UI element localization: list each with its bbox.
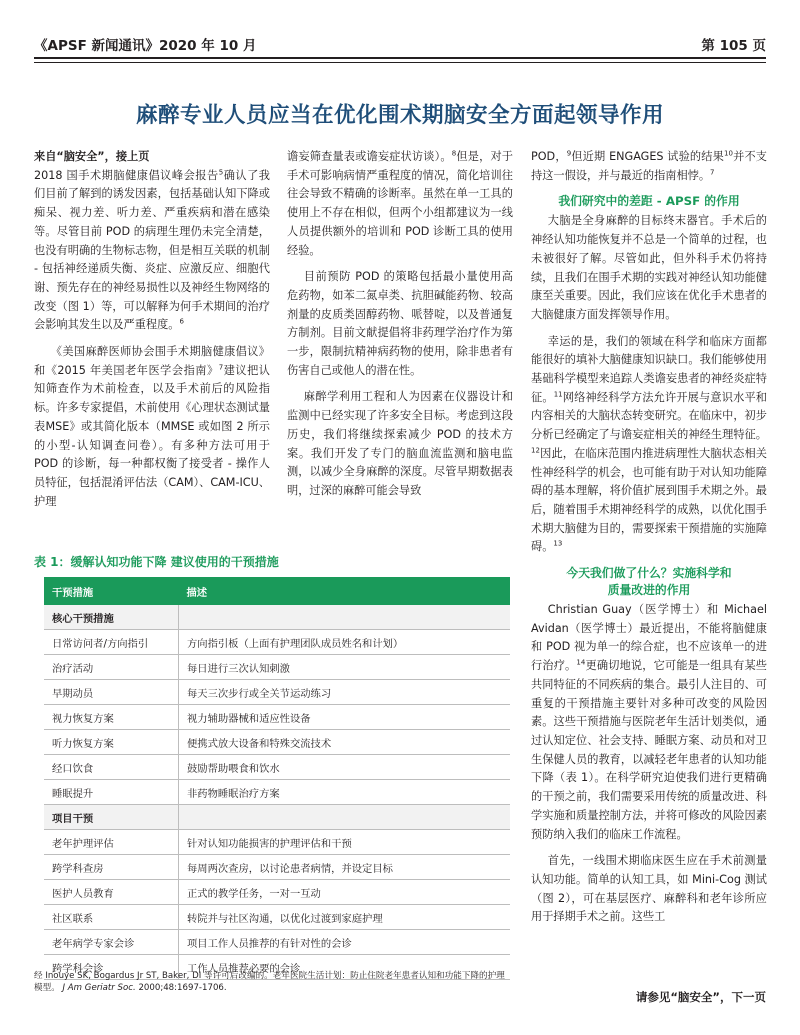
interventions-table [44,577,510,980]
text-run: 但是，对于手术可影响病情严重程度的情况，简化培训往往会导致不精确的诊断率。虽然在单一工具的使用上不存在相似，但两个小组都建议为一线人员提供额外的培训和 POD 诊断工具的使用经验。 [287,150,513,257]
intervention-cell: 老年病学专家会诊 [44,930,179,955]
description-cell: 针对认知功能损害的护理评估和干预 [179,830,511,855]
table-title: 表 1：缓解认知功能下降 建议使用的干预措施 [34,555,279,569]
newsletter-issue: 《APSF 新闻通讯》2020 年 10 月 [34,38,257,54]
intervention-cell: 老年护理评估 [44,830,179,855]
text-run: 确认了我们目前了解到的诱发因素，包括基础认知下降或痴呆、视力差、听力差、严重疾病和潜在感染等。尽管目前 POD 的病理生理仍未完全清楚，也没有明确的生物标志物，但是相互关联的机制 - 包括神经递质失衡、炎症、应激反应、细胞代谢、预先存在的神经易损性以及神经生物网络的改变（图 1）等，可以解释为何手术期间的治疗会影响其发生以及严重程度。 [34,168,270,332]
paragraph: 大脑是全身麻醉的目标终末器官。手术后的神经认知功能恢复并不总是一个简单的过程，也未被很好了解。尽管如此，但外科手术仍将持续，且我们在围手术期的实践对神经认知功能健康至关重要。因此，我们应该在优化手术患者的大脑健康方面发挥领导作用。 [531,214,767,321]
citation: 13 [553,539,563,548]
footnote-text: 经 Inouye SK, Bogardus Jr ST, Baker, DI 等许可后改编的。老年医院生活计划：防止住院老年患者认知和功能下降的护理模型。 [34,971,505,993]
citation: 8 [451,149,457,158]
table-footnote [34,970,512,994]
header-rule-top [34,57,766,59]
heading-line: 今天我们做了什么？实施科学和 [566,566,732,581]
paragraph [34,343,270,511]
section-heading: 我们研究中的差距 - APSF 的作用 [558,194,740,209]
citation: 7 [710,167,715,176]
intervention-cell: 睡眠提升 [44,780,179,805]
table-row [44,655,510,680]
description-cell: 工作人员推荐必要的会诊 [179,955,511,980]
table-section-row [44,805,510,830]
continued-on-next-page: 请参见“脑安全”，下一页 [635,990,766,1004]
text-run: 2018 国手术期脑健康倡议峰会报告 [34,168,219,182]
text-run: 建议把认知筛查作为术前检查，以及手术前后的风险指标。许多专家提倡，术前使用《心理状态测试量表MSE》或其简化版本（MMSE 或如图 2 所示的小型-认知调查问卷）。有多种方法可用于 POD 的诊断，每一种都权衡了接受者 - 操作人员特征，包括混淆评估法（CAM）、CAM-ICU、护理 [34,363,270,508]
intervention-cell: 医护人员教育 [44,880,179,905]
intervention-cell: 跨学科会诊 [44,955,179,980]
text-run: 更确切地说，它可能是一组具有某些共同特征的不同疾病的集合。最引人注目的、可重复的干预措施主要针对多种可改变的风险因素。这些干预措施与医院老年生活计划类似，通过认知定位、社会支持、睡眠方案、动员和对卫生保健人员的教育，以减轻老年患者的认知功能下降（表 1）。在科学研究迫使我们进行更精确的干预之前，我们需要采用传统的质量改进、科学实施和质量控制方法，并将可修改的风险因素预防纳入我们的临床工作流程。 [531,659,767,841]
citation: 9 [566,149,572,158]
column-header: 干预措施 [44,577,179,605]
header-rule-bottom [34,62,766,63]
citation: 12 [531,446,540,455]
paragraph [531,601,767,844]
table-row [44,630,510,655]
table-row [44,880,510,905]
description-cell: 视力辅助器械和适应性设备 [179,705,511,730]
section-heading [531,565,767,599]
text-run: Christian Guay（医学博士）和 Michael Avidan（医学博士）最近提出，不能将脑健康和 POD 视为单一的综合症，也不应该单一的进行治疗。 [531,603,767,673]
section-spacer [179,605,511,630]
table-section-row [44,605,510,630]
citation: 6 [179,317,184,326]
table-row [44,930,510,955]
table-header-row [44,577,510,605]
heading-line: 质量改进的作用 [607,583,691,598]
description-cell: 每周两次查房，以讨论患者病情，并设定目标 [179,855,511,880]
description-cell: 非药物睡眠治疗方案 [179,780,511,805]
text-run: 幸运的是，我们的领域在科学和临床方面都能很好的填补大脑健康知识缺口。我们能够使用基础科学模型来追踪人类谵妄患者的神经炎症特征。 [531,334,767,404]
intervention-cell: 听力恢复方案 [44,730,179,755]
intervention-cell: 经口饮食 [44,755,179,780]
intervention-cell: 日常访问者/方向指引 [44,630,179,655]
intervention-cell: 治疗活动 [44,655,179,680]
table-row [44,705,510,730]
description-cell: 每日进行三次认知刺激 [179,655,511,680]
footnote-citation: 2000;48:1697-1706. [138,983,227,993]
text-run: 网络神经科学方法允许开展与意识水平和内容相关的大脑状态转变研究。在临床中，初步分析已经确定了与谵妄症相关的神经生理特征。 [531,390,767,442]
text-run: 《美国麻醉医师协会围手术期脑健康倡议》和《2015 年美国老年医学会指南》 [34,345,270,377]
text-run: 并不支持这一假设，并与最近的指南相悖。 [531,150,767,182]
description-cell: 项目工作人员推荐的有针对性的会诊 [179,930,511,955]
text-run: 谵妄筛查量表或谵妄症状访谈）。 [287,150,452,163]
footnote-journal: J Am Geriatr Soc. [62,983,136,993]
paragraph [531,333,767,557]
table-row [44,905,510,930]
table-body [44,605,510,980]
paragraph [287,148,513,260]
description-cell: 转院并与社区沟通，以优化过渡到家庭护理 [179,905,511,930]
table-row [44,830,510,855]
description-cell: 便携式放大设备和特殊交流技术 [179,730,511,755]
section-spacer [179,805,511,830]
intervention-cell: 早期动员 [44,680,179,705]
table-row [44,755,510,780]
citation: 11 [553,390,563,398]
intervention-cell: 跨学科查房 [44,855,179,880]
citation: 7 [218,363,224,371]
citation: 14 [576,658,586,667]
column-1 [34,148,270,519]
description-cell: 方向指引板（上面有护理团队成员姓名和计划） [179,630,511,655]
intervention-cell: 视力恢复方案 [44,705,179,730]
section-label: 核心干预措施 [44,605,179,630]
description-cell: 鼓励帮助喂食和饮水 [179,755,511,780]
article-title: 麻醉专业人员应当在优化围术期脑安全方面起领导作用 [135,103,664,128]
column-header: 描述 [179,577,511,605]
text-run: POD， [531,150,567,163]
table-row [44,680,510,705]
citation: 5 [218,167,224,176]
table-row [44,780,510,805]
continued-from-label: 来自“脑安全”，接上页 [34,150,150,163]
paragraph: 首先，一线围术期临床医生应在手术前测量认知功能。简单的认知工具，如 Mini-Cog 测试（图 2），可在基层医疗、麻醉科和老年诊所应用于择期手术之前。这些工 [531,854,767,924]
paragraph: 目前预防 POD 的策略包括最小量使用高危药物，如苯二氮卓类、抗胆碱能药物、较高剂量的皮质类固醇药物、哌替啶，以及普通复方制剂。目前文献提倡将非药理学治疗作为第一步，限制抗精神病药物的使用，除非患者有伤害自己或他人的潜在性。 [287,270,513,377]
text-run: 但近期 ENGAGES 试验的结果 [571,150,724,163]
table-row [44,855,510,880]
section-label: 项目干预 [44,805,179,830]
paragraph [34,148,270,335]
paragraph: 麻醉学利用工程和人为因素在仪器设计和监测中已经实现了许多安全目标。考虑到这段历史，我们将继续探索减少 POD 的技术方案。我们开发了专门的脑血流监测和脑电监测，以减少全身麻醉的深度。尽管早期数据表明，过深的麻醉可能会导致 [287,390,513,497]
intervention-cell: 社区联系 [44,905,179,930]
column-2 [287,148,513,509]
text-run: 因此，在临床范围内推进病理性大脑状态相关性神经科学的机会，也可能有助于对认知功能障碍的基本理解，将价值扩展到围手术期之外。最后，随着围手术期神经科学的成熟，以优化围手术期大脑健为目的，需要探索干预措施的实施障碍。 [531,446,767,554]
citation: 10 [724,149,733,158]
paragraph [531,148,767,185]
column-3 [531,148,767,935]
table-row [44,730,510,755]
description-cell: 每天三次步行或全关节运动练习 [179,680,511,705]
description-cell: 正式的教学任务，一对一互动 [179,880,511,905]
page-number: 第 105 页 [701,38,766,54]
